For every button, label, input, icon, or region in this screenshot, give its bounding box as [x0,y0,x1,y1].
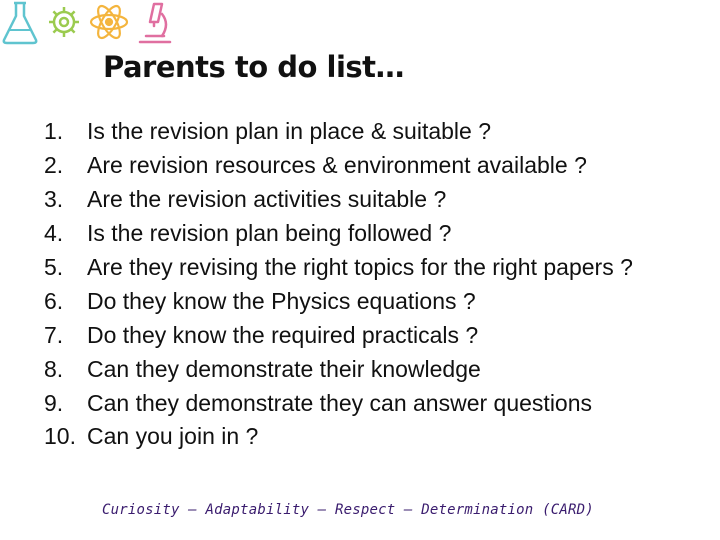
list-item [44,318,716,352]
list-item [44,386,716,420]
item-text: Do they know the Physics equations ? [87,287,476,314]
item-number: 10. [44,423,76,450]
item-text: Is the revision plan in place & suitable ? [87,118,492,145]
card-values-footer: Curiosity – Adaptability – Respect – Determination (CARD) [102,502,594,518]
list-item [44,251,716,285]
item-number: 4. [44,220,64,247]
item-text: Are the revision activities suitable ? [87,186,447,213]
todo-list [44,115,716,454]
item-text: Do they know the required practicals ? [87,321,479,348]
gear-icon [44,0,84,46]
item-number: 6. [44,287,64,314]
item-number: 2. [44,152,64,179]
list-item [44,149,716,183]
item-text: Are revision resources & environment available ? [87,152,587,179]
list-item [44,420,716,454]
page-title: Parents to do list… [103,50,405,84]
list-item [44,217,716,251]
list-item [44,352,716,386]
list-item [44,183,716,217]
list-item [44,284,716,318]
item-text: Is the revision plan being followed ? [87,220,452,247]
item-number: 8. [44,355,64,382]
item-text: Can they demonstrate their knowledge [87,355,481,382]
item-text: Can they demonstrate they can answer questions [87,389,593,416]
science-icons-banner [0,0,180,48]
microscope-icon [134,0,174,46]
list-item [44,115,716,149]
item-number: 1. [44,118,64,145]
atom-icon [88,0,130,46]
item-text: Are they revising the right topics for the right papers ? [87,254,633,280]
item-number: 9. [44,389,64,416]
item-number: 7. [44,321,64,348]
item-number: 3. [44,186,64,213]
flask-icon [0,0,40,46]
item-number: 5. [44,254,64,280]
item-text: Can you join in ? [87,423,259,450]
